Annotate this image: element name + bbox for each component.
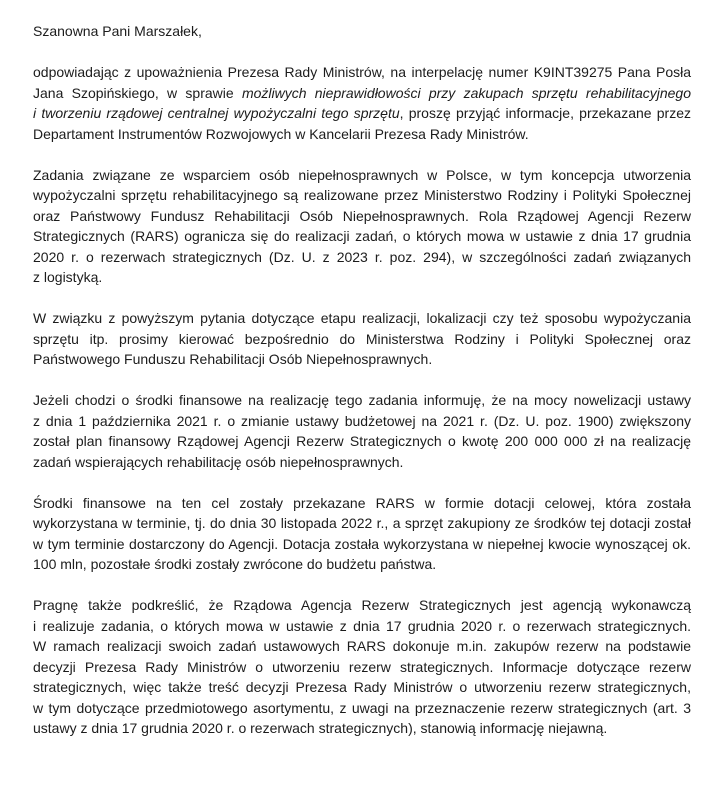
paragraph-6 <box>33 595 691 739</box>
letter-body <box>33 62 691 739</box>
paragraph-text-segment: Pragnę także podkreślić, że Rządowa Agencja Rezerw Strategicznych jest agencją wykonawczą i realizuje zadania, o których mowa w ustawie z dnia 17 grudnia 2020 r. o rezerwach strategicznych. W ramach realizacji swoich zadań ustawowych RARS dokonuje m.in. zakupów rezerw na podstawie decyzji Prezesa Rady Ministrów o utworzeniu rezerw strategicznych. Informacje dotyczące rezerw strategicznych, więc także treść decyzji Prezesa Rady Ministrów o utworzeniu rezerw strategicznych, w tym dotyczące przedmiotowego asortymentu, z uwagi na przeznaczenie rezerw strategicznych (art. 3 ustawy z dnia 17 grudnia 2020 r. o rezerwach strategicznych), stanowią informację niejawną. <box>33 597 691 736</box>
paragraph-text-segment: Środki finansowe na ten cel zostały przekazane RARS w formie dotacji celowej, która została wykorzystana w terminie, tj. do dnia 30 listopada 2022 r., a sprzęt zakupiony ze środków tej dotacji został w tym terminie dostarczony do Agencji. Dotacja została wykorzystana w niepełnej kwocie wynoszącej ok. 100 mln, pozostałe środki zostały zwrócone do budżetu państwa. <box>33 494 691 572</box>
paragraph-5 <box>33 493 691 575</box>
paragraph-3 <box>33 308 691 370</box>
paragraph-text-segment: Jeżeli chodzi o środki finansowe na realizację tego zadania informuję, że na mocy nowelizacji ustawy z dnia 1 października 2021 r. o zmianie ustawy budżetowej na 2021 r. (Dz. U. poz. 1900) zwiększony został plan finansowy Rządowej Agencji Rezerw Strategicznych o kwotę 200 000 000 zł na realizację zadań wspierających rehabilitację osób niepełnosprawnych. <box>33 392 691 470</box>
paragraph-2 <box>33 165 691 288</box>
paragraph-1 <box>33 62 691 144</box>
paragraph-4 <box>33 390 691 472</box>
salutation: Szanowna Pani Marszałek, <box>33 23 202 39</box>
paragraph-text-segment: odpowiadając z upoważnienia Prezesa Rady Ministrów, na interpelację numer K9INT39275 Pana Posła Jana Szopińskiego, w sprawie <box>33 64 691 101</box>
paragraph-italic-segment: możliwych nieprawidłowości przy zakupach sprzętu rehabilitacyjnego i tworzeniu rządowej centralnej wypożyczalni tego sprzętu <box>33 84 692 121</box>
paragraph-text-segment: , proszę przyjąć informacje, przekazane przez Departament Instrumentów Rozwojowych w Kancelarii Prezesa Rady Ministrów. <box>33 105 691 142</box>
paragraph-text-segment: W związku z powyższym pytania dotyczące etapu realizacji, lokalizacji czy też sposobu wypożyczania sprzętu itp. prosimy kierować bezpośrednio do Ministerstwa Rodziny i Polityki Społecznej oraz Państwowego Funduszu Rehabilitacji Osób Niepełnosprawnych. <box>33 310 691 367</box>
paragraph-text-segment: Zadania związane ze wsparciem osób niepełnosprawnych w Polsce, w tym koncepcja utworzenia wypożyczalni sprzętu rehabilitacyjnego są realizowane przez Ministerstwo Rodziny i Polityki Społecznej oraz Państwowy Fundusz Rehabilitacji Osób Niepełnosprawnych. Rola Rządowej Agencji Rezerw Strategicznych (RARS) ogranicza się do realizacji zadań, o których mowa w ustawie z dnia 17 grudnia 2020 r. o rezerwach strategicznych (Dz. U. z 2023 r. poz. 294), w szczególności zadań związanych z logistyką. <box>33 166 691 285</box>
